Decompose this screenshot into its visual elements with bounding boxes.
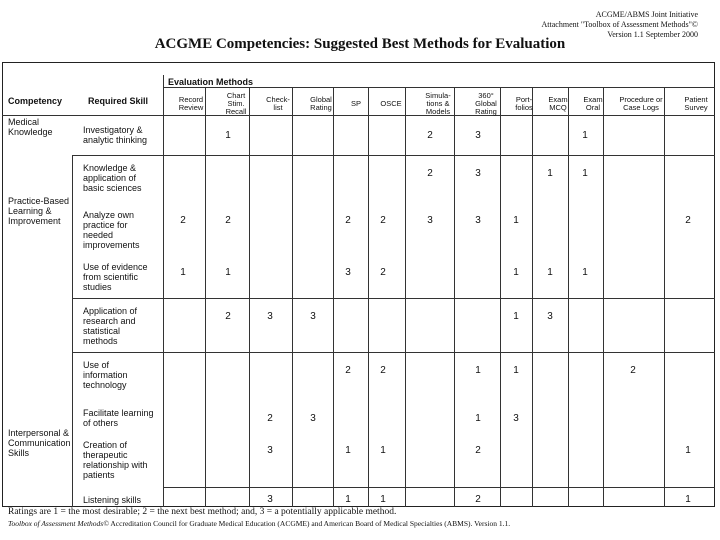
competency-label <box>8 117 53 137</box>
rating-value: 1 <box>380 445 386 456</box>
skill-line: Investigatory & <box>83 125 143 135</box>
rating-value: 1 <box>225 130 231 141</box>
header-line-3: Version 1.1 September 2000 <box>607 30 698 39</box>
method-header-line: OSCE <box>380 99 402 108</box>
competency-line: Interpersonal & <box>8 428 70 438</box>
skill-line: Use of evidence <box>83 262 148 272</box>
method-header-line: list <box>273 103 283 112</box>
column-divider <box>405 87 406 507</box>
rating-value: 1 <box>582 168 588 179</box>
method-header-line: Case Logs <box>623 103 659 112</box>
competency-line: Communication <box>8 438 71 448</box>
column-divider <box>532 87 533 507</box>
competency-line: Practice-Based <box>8 196 70 206</box>
rating-value: 2 <box>267 413 273 424</box>
method-header-line: Exam <box>548 95 568 104</box>
method-header-line: Recall <box>225 107 247 116</box>
column-divider <box>603 87 604 507</box>
source-title: Toolbox of Assessment Methods© <box>8 519 109 528</box>
source-citation <box>8 519 510 528</box>
skill-label <box>83 210 140 250</box>
method-header-5 <box>369 100 413 108</box>
rating-value: 1 <box>180 267 186 278</box>
rating-value: 1 <box>547 267 553 278</box>
header-line-2: Attachment "Toolbox of Assessment Methods"© <box>541 20 698 29</box>
header-line-1: ACGME/ABMS Joint Initiative <box>595 10 698 19</box>
column-divider <box>568 87 569 507</box>
skill-line: application of <box>83 173 137 183</box>
skill-line: Listening skills <box>83 495 142 505</box>
competency-line: Skills <box>8 448 30 458</box>
skill-line: methods <box>83 336 118 346</box>
rating-value: 2 <box>380 267 386 278</box>
rating-value: 2 <box>685 215 691 226</box>
rating-value: 2 <box>380 215 386 226</box>
rating-value: 1 <box>345 445 351 456</box>
rating-value: 2 <box>380 365 386 376</box>
skill-line: needed <box>83 230 114 240</box>
column-divider <box>292 87 293 507</box>
method-header-1 <box>214 92 258 116</box>
rating-value: 2 <box>225 311 231 322</box>
method-header-line: Review <box>178 103 204 112</box>
method-header-line: Port- <box>515 95 533 104</box>
rating-value: 3 <box>345 267 351 278</box>
skill-line: Use of <box>83 360 110 370</box>
rating-value: 1 <box>685 494 691 505</box>
method-header-line: Rating <box>475 107 497 116</box>
skill-divider <box>72 352 715 353</box>
skill-label <box>83 360 128 390</box>
rating-value: 2 <box>630 365 636 376</box>
competency-header: Competency <box>8 96 63 106</box>
method-header-line: Chart <box>226 91 246 100</box>
skill-header: Required Skill <box>88 96 149 106</box>
rating-value: 1 <box>513 365 519 376</box>
method-header-line: Survey <box>684 103 708 112</box>
rating-value: 2 <box>475 445 481 456</box>
rating-value: 1 <box>513 267 519 278</box>
rating-value: 3 <box>267 494 273 505</box>
method-header-line: folios <box>515 103 533 112</box>
skill-line: studies <box>83 282 112 292</box>
method-header-line: SP <box>350 99 361 108</box>
column-divider <box>333 87 334 507</box>
skill-left-line <box>72 155 73 507</box>
skill-divider <box>72 298 715 299</box>
method-header-line: Models <box>425 107 451 116</box>
rating-value: 3 <box>513 413 519 424</box>
skill-line: practice for <box>83 220 128 230</box>
skill-label <box>83 163 142 193</box>
rating-value: 1 <box>475 413 481 424</box>
rating-value: 2 <box>225 215 231 226</box>
rating-value: 1 <box>582 267 588 278</box>
method-header-0 <box>169 96 213 112</box>
competency-line: Improvement <box>8 216 61 226</box>
competency-line: Medical <box>8 117 40 127</box>
rating-value: 1 <box>475 365 481 376</box>
skill-line: research and <box>83 316 136 326</box>
skill-label <box>83 262 148 292</box>
skill-divider <box>72 155 715 156</box>
rating-value: 3 <box>475 168 481 179</box>
skill-label <box>83 306 137 346</box>
method-header-line: Exam <box>583 95 603 104</box>
rating-value: 1 <box>582 130 588 141</box>
skill-line: statistical <box>83 326 121 336</box>
rating-value: 3 <box>310 413 316 424</box>
skill-label <box>83 125 147 145</box>
method-header-10 <box>571 96 615 112</box>
column-divider <box>368 87 369 507</box>
method-header-line: Procedure or <box>619 95 663 104</box>
rating-value: 1 <box>345 494 351 505</box>
method-header-6 <box>416 92 460 116</box>
skill-label <box>83 495 141 505</box>
column-divider <box>664 87 665 507</box>
skill-line: Application of <box>83 306 138 316</box>
skill-divider <box>163 487 715 488</box>
rating-value: 3 <box>427 215 433 226</box>
evaluation-methods-line <box>163 87 715 88</box>
method-header-line: tions & <box>426 99 450 108</box>
method-header-line: Global <box>475 99 497 108</box>
column-divider <box>205 87 206 507</box>
header-bottom-line <box>2 115 715 116</box>
page-title: ACGME Competencies: Suggested Best Methods for Evaluation <box>154 36 566 52</box>
rating-value: 2 <box>427 130 433 141</box>
method-header-line: Oral <box>585 103 601 112</box>
method-header-line: 360° <box>478 91 494 100</box>
rating-value: 1 <box>513 311 519 322</box>
method-header-11 <box>619 96 663 112</box>
rating-value: 3 <box>547 311 553 322</box>
skill-line: Facilitate learning <box>83 408 154 418</box>
method-header-line: Simula- <box>425 91 451 100</box>
skill-line: of others <box>83 418 119 428</box>
skill-line: basic sciences <box>83 183 142 193</box>
competency-line: Knowledge <box>8 127 53 137</box>
method-header-line: Rating <box>310 103 332 112</box>
column-divider <box>500 87 501 507</box>
skill-line: relationship with <box>83 460 148 470</box>
competency-line: Learning & <box>8 206 52 216</box>
skill-line: analytic thinking <box>83 135 148 145</box>
method-header-line: Record <box>178 95 204 104</box>
methods-left-line <box>163 75 164 507</box>
rating-value: 3 <box>475 130 481 141</box>
rating-value: 3 <box>267 445 273 456</box>
skill-line: Analyze own <box>83 210 135 220</box>
rating-value: 1 <box>685 445 691 456</box>
skill-line: therapeutic <box>83 450 128 460</box>
method-header-line: Stim. <box>227 99 245 108</box>
rating-value: 2 <box>180 215 186 226</box>
source-text: Accreditation Council for Graduate Medical Education (ACGME) and American Board of Medical Specialties (ABMS). Version 1.1. <box>108 519 511 528</box>
column-divider <box>454 87 455 507</box>
competency-label <box>8 428 71 458</box>
rating-value: 2 <box>345 365 351 376</box>
competency-label <box>8 196 69 226</box>
skill-line: Creation of <box>83 440 128 450</box>
method-header-line: Patient <box>684 95 708 104</box>
rating-value: 3 <box>310 311 316 322</box>
method-header-line: Check- <box>266 95 290 104</box>
rating-value: 1 <box>225 267 231 278</box>
rating-value: 2 <box>345 215 351 226</box>
rating-value: 1 <box>513 215 519 226</box>
rating-value: 3 <box>475 215 481 226</box>
method-header-12 <box>674 96 718 112</box>
method-header-line: MCQ <box>549 103 567 112</box>
rating-value: 2 <box>475 494 481 505</box>
rating-value: 3 <box>267 311 273 322</box>
skill-line: technology <box>83 380 127 390</box>
rating-value: 1 <box>547 168 553 179</box>
skill-label <box>83 440 148 480</box>
skill-line: patients <box>83 470 115 480</box>
ratings-note: Ratings are 1 = the most desirable; 2 = the next best method; and, 3 = a potentially applicable method. <box>8 507 397 517</box>
skill-line: improvements <box>83 240 140 250</box>
skill-line: from scientific <box>83 272 139 282</box>
method-header-2 <box>256 96 300 112</box>
rating-value: 1 <box>380 494 386 505</box>
skill-line: Knowledge & <box>83 163 137 173</box>
evaluation-methods-label: Evaluation Methods <box>168 77 254 87</box>
skill-line: information <box>83 370 128 380</box>
column-divider <box>249 87 250 507</box>
skill-label <box>83 408 154 428</box>
rating-value: 2 <box>427 168 433 179</box>
method-header-line: Global <box>310 95 332 104</box>
